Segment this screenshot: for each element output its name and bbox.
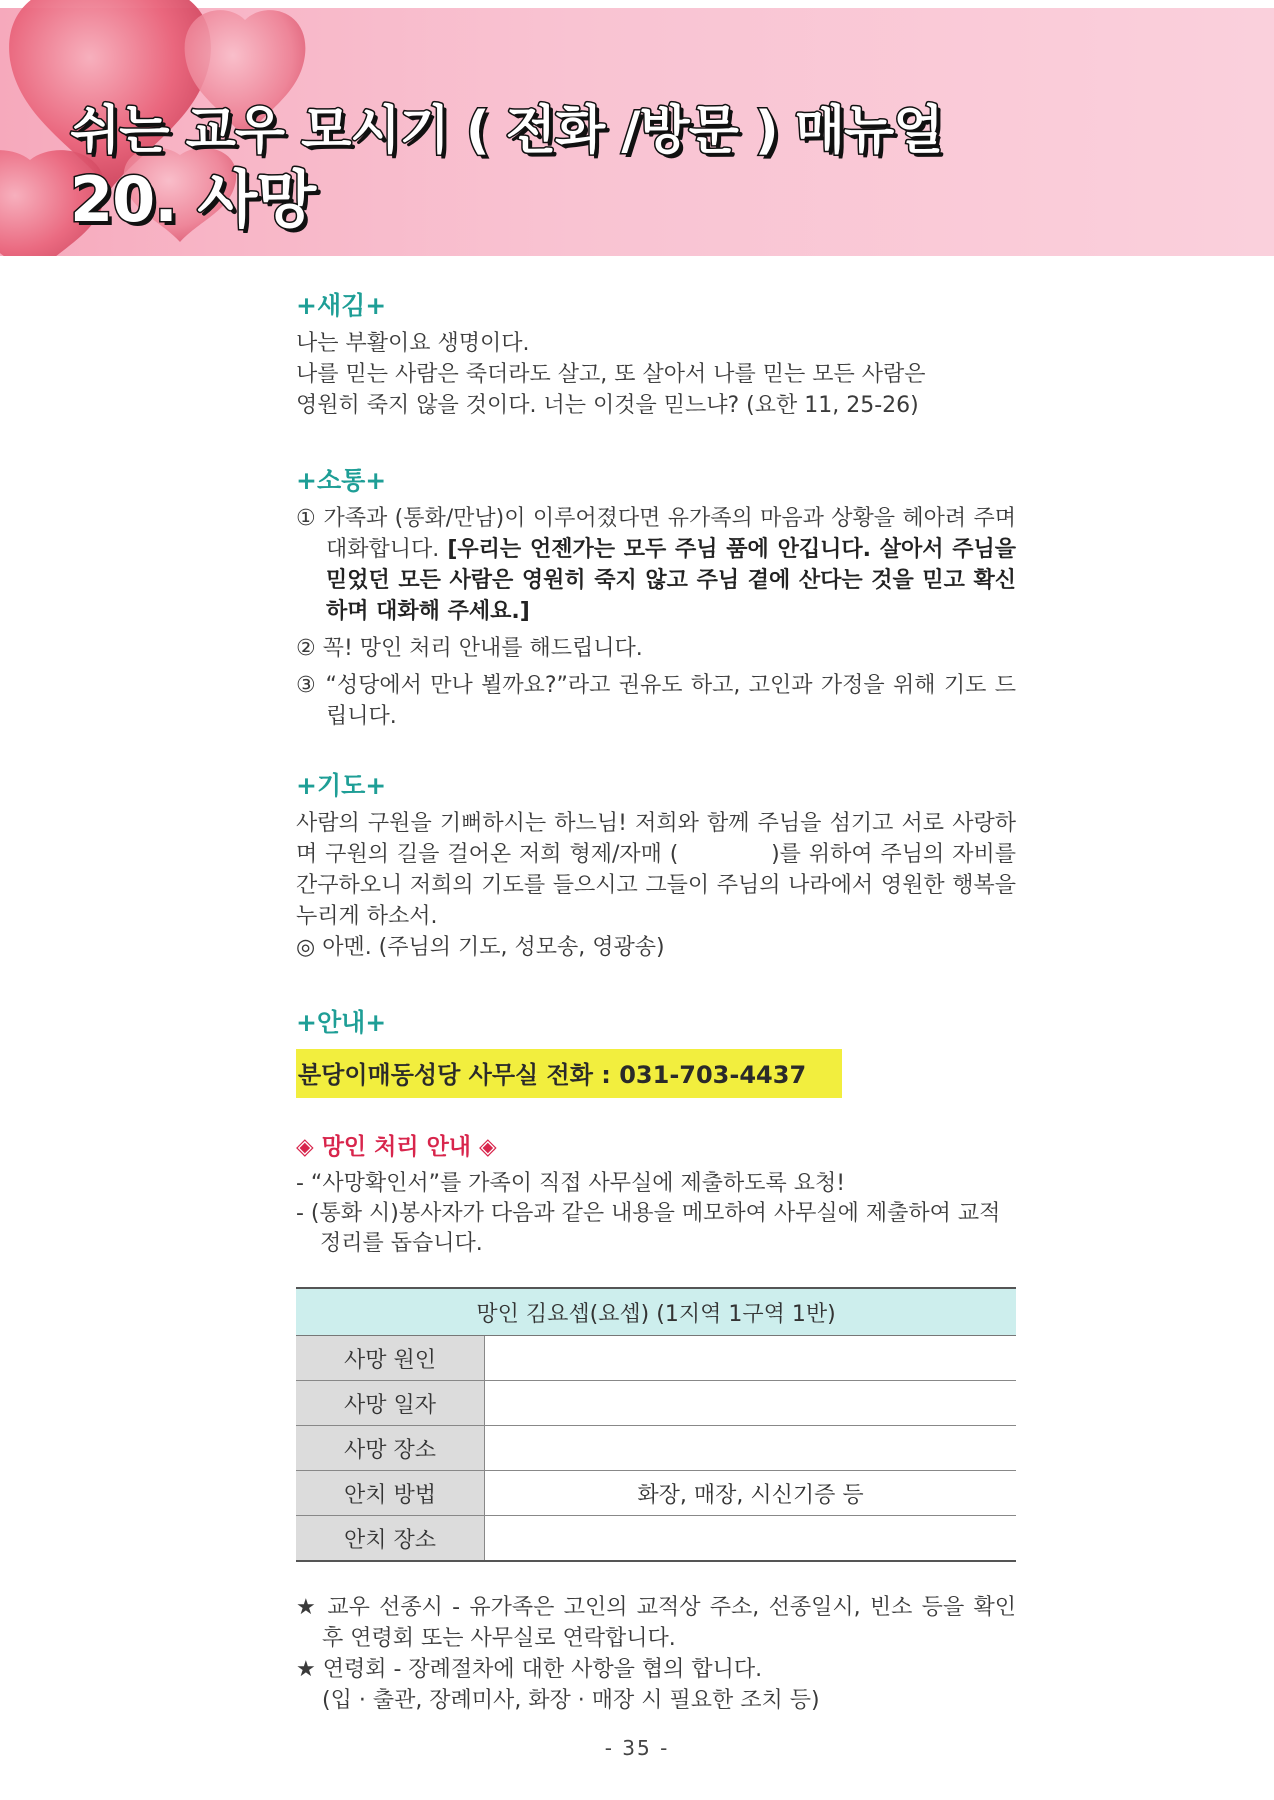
saegim-line: 영원히 죽지 않을 것이다. 너는 이것을 믿느냐? (요한 11, 25-26) xyxy=(296,393,919,418)
saegim-line: 나는 부활이요 생명이다. xyxy=(296,331,530,356)
header-banner xyxy=(0,0,1274,256)
gido-section xyxy=(296,766,1016,963)
item-text: “성당에서 만나 뵐까요?”라고 권유도 하고, 고인과 가정을 위해 기도 드립니다. xyxy=(325,673,1016,729)
deceased-info-table xyxy=(296,1287,1016,1562)
prayer-text: 사람의 구원을 기뻐하시는 하느님! 저희와 함께 주님을 섬기고 서로 사랑하며 구원의 길을 걸어온 저희 형제/자매 ( )를 위하여 주님의 자비를 간구하오니 저희의 기도를 들으시고 그들이 주님의 나라에서 영원한 행복을 누리게 하소서. xyxy=(296,811,1016,929)
sotong-item-3 xyxy=(296,670,1016,732)
row-value xyxy=(485,1426,1017,1471)
item-text: 꼭! 망인 처리 안내를 해드립니다. xyxy=(322,636,643,661)
item-emphasis: [우리는 언젠가는 모두 주님 품에 안깁니다. 살아서 주님을 믿었던 모든 사람은 영원히 죽지 않고 주님 곁에 산다는 것을 믿고 확신하며 대화해 주세요.] xyxy=(326,537,1016,624)
gido-title: +기도+ xyxy=(296,771,387,800)
row-label: 사망 장소 xyxy=(296,1426,485,1471)
main-content xyxy=(296,270,1016,1716)
mangin-title: ◈ 망인 처리 안내 ◈ xyxy=(296,1134,497,1160)
item-number: ③ xyxy=(296,673,318,698)
office-phone-highlight: 분당이매동성당 사무실 전화 : 031-703-4437 xyxy=(296,1049,842,1098)
row-label: 사망 일자 xyxy=(296,1381,485,1426)
table-row xyxy=(296,1471,1016,1516)
sotong-title: +소통+ xyxy=(296,466,387,495)
annae-title: +안내+ xyxy=(296,1008,387,1037)
row-label: 안치 장소 xyxy=(296,1516,485,1562)
row-value: 화장, 매장, 시신기증 등 xyxy=(485,1471,1017,1516)
saegim-section xyxy=(296,286,1016,421)
mangin-item: - (통화 시)봉사자가 다음과 같은 내용을 메모하여 사무실에 제출하여 교적 정리를 돕습니다. xyxy=(296,1201,1001,1256)
row-label: 안치 방법 xyxy=(296,1471,485,1516)
page-title: 쉬는 교우 모시기 ( 전화 /방문 ) 매뉴얼 xyxy=(70,101,943,161)
mangin-section xyxy=(296,1128,1016,1259)
sotong-item-2 xyxy=(296,633,1016,664)
note-star: ★ 연령회 - 장례절차에 대한 사항을 협의 합니다. xyxy=(296,1657,763,1682)
sotong-section xyxy=(296,461,1016,732)
table-row xyxy=(296,1516,1016,1562)
table-row xyxy=(296,1381,1016,1426)
row-value xyxy=(485,1516,1017,1562)
notes-section xyxy=(296,1592,1016,1716)
note-sub: (입 · 출관, 장례미사, 화장 · 매장 시 필요한 조치 등) xyxy=(322,1688,820,1713)
page-number: - 35 - xyxy=(604,1736,670,1760)
amen-line: ◎ 아멘. (주님의 기도, 성모송, 영광송) xyxy=(296,935,665,960)
annae-section xyxy=(296,1003,1016,1098)
saegim-line: 나를 믿는 사람은 죽더라도 살고, 또 살아서 나를 믿는 모든 사람은 xyxy=(296,362,926,387)
sotong-item-1 xyxy=(296,503,1016,627)
section-heading: 20. 사망 xyxy=(70,163,316,236)
item-text: 가족과 (통화/만남)이 이루어졌다면 유가족의 마음과 상황을 헤아려 주며 대화합니다. xyxy=(323,506,1016,562)
item-number: ① xyxy=(296,506,317,531)
table-header: 망인 김요셉(요셉) (1지역 1구역 1반) xyxy=(296,1288,1016,1336)
note-star: ★ 교우 선종시 - 유가족은 고인의 교적상 주소, 선종일시, 빈소 등을 확인 후 연령회 또는 사무실로 연락합니다. xyxy=(296,1595,1016,1651)
saegim-title: +새김+ xyxy=(296,291,387,320)
table-row xyxy=(296,1426,1016,1471)
item-number: ② xyxy=(296,636,316,661)
mangin-item: - “사망확인서”를 가족이 직접 사무실에 제출하도록 요청! xyxy=(296,1171,846,1196)
row-label: 사망 원인 xyxy=(296,1336,485,1381)
row-value xyxy=(485,1336,1017,1381)
table-row xyxy=(296,1336,1016,1381)
row-value xyxy=(485,1381,1017,1426)
